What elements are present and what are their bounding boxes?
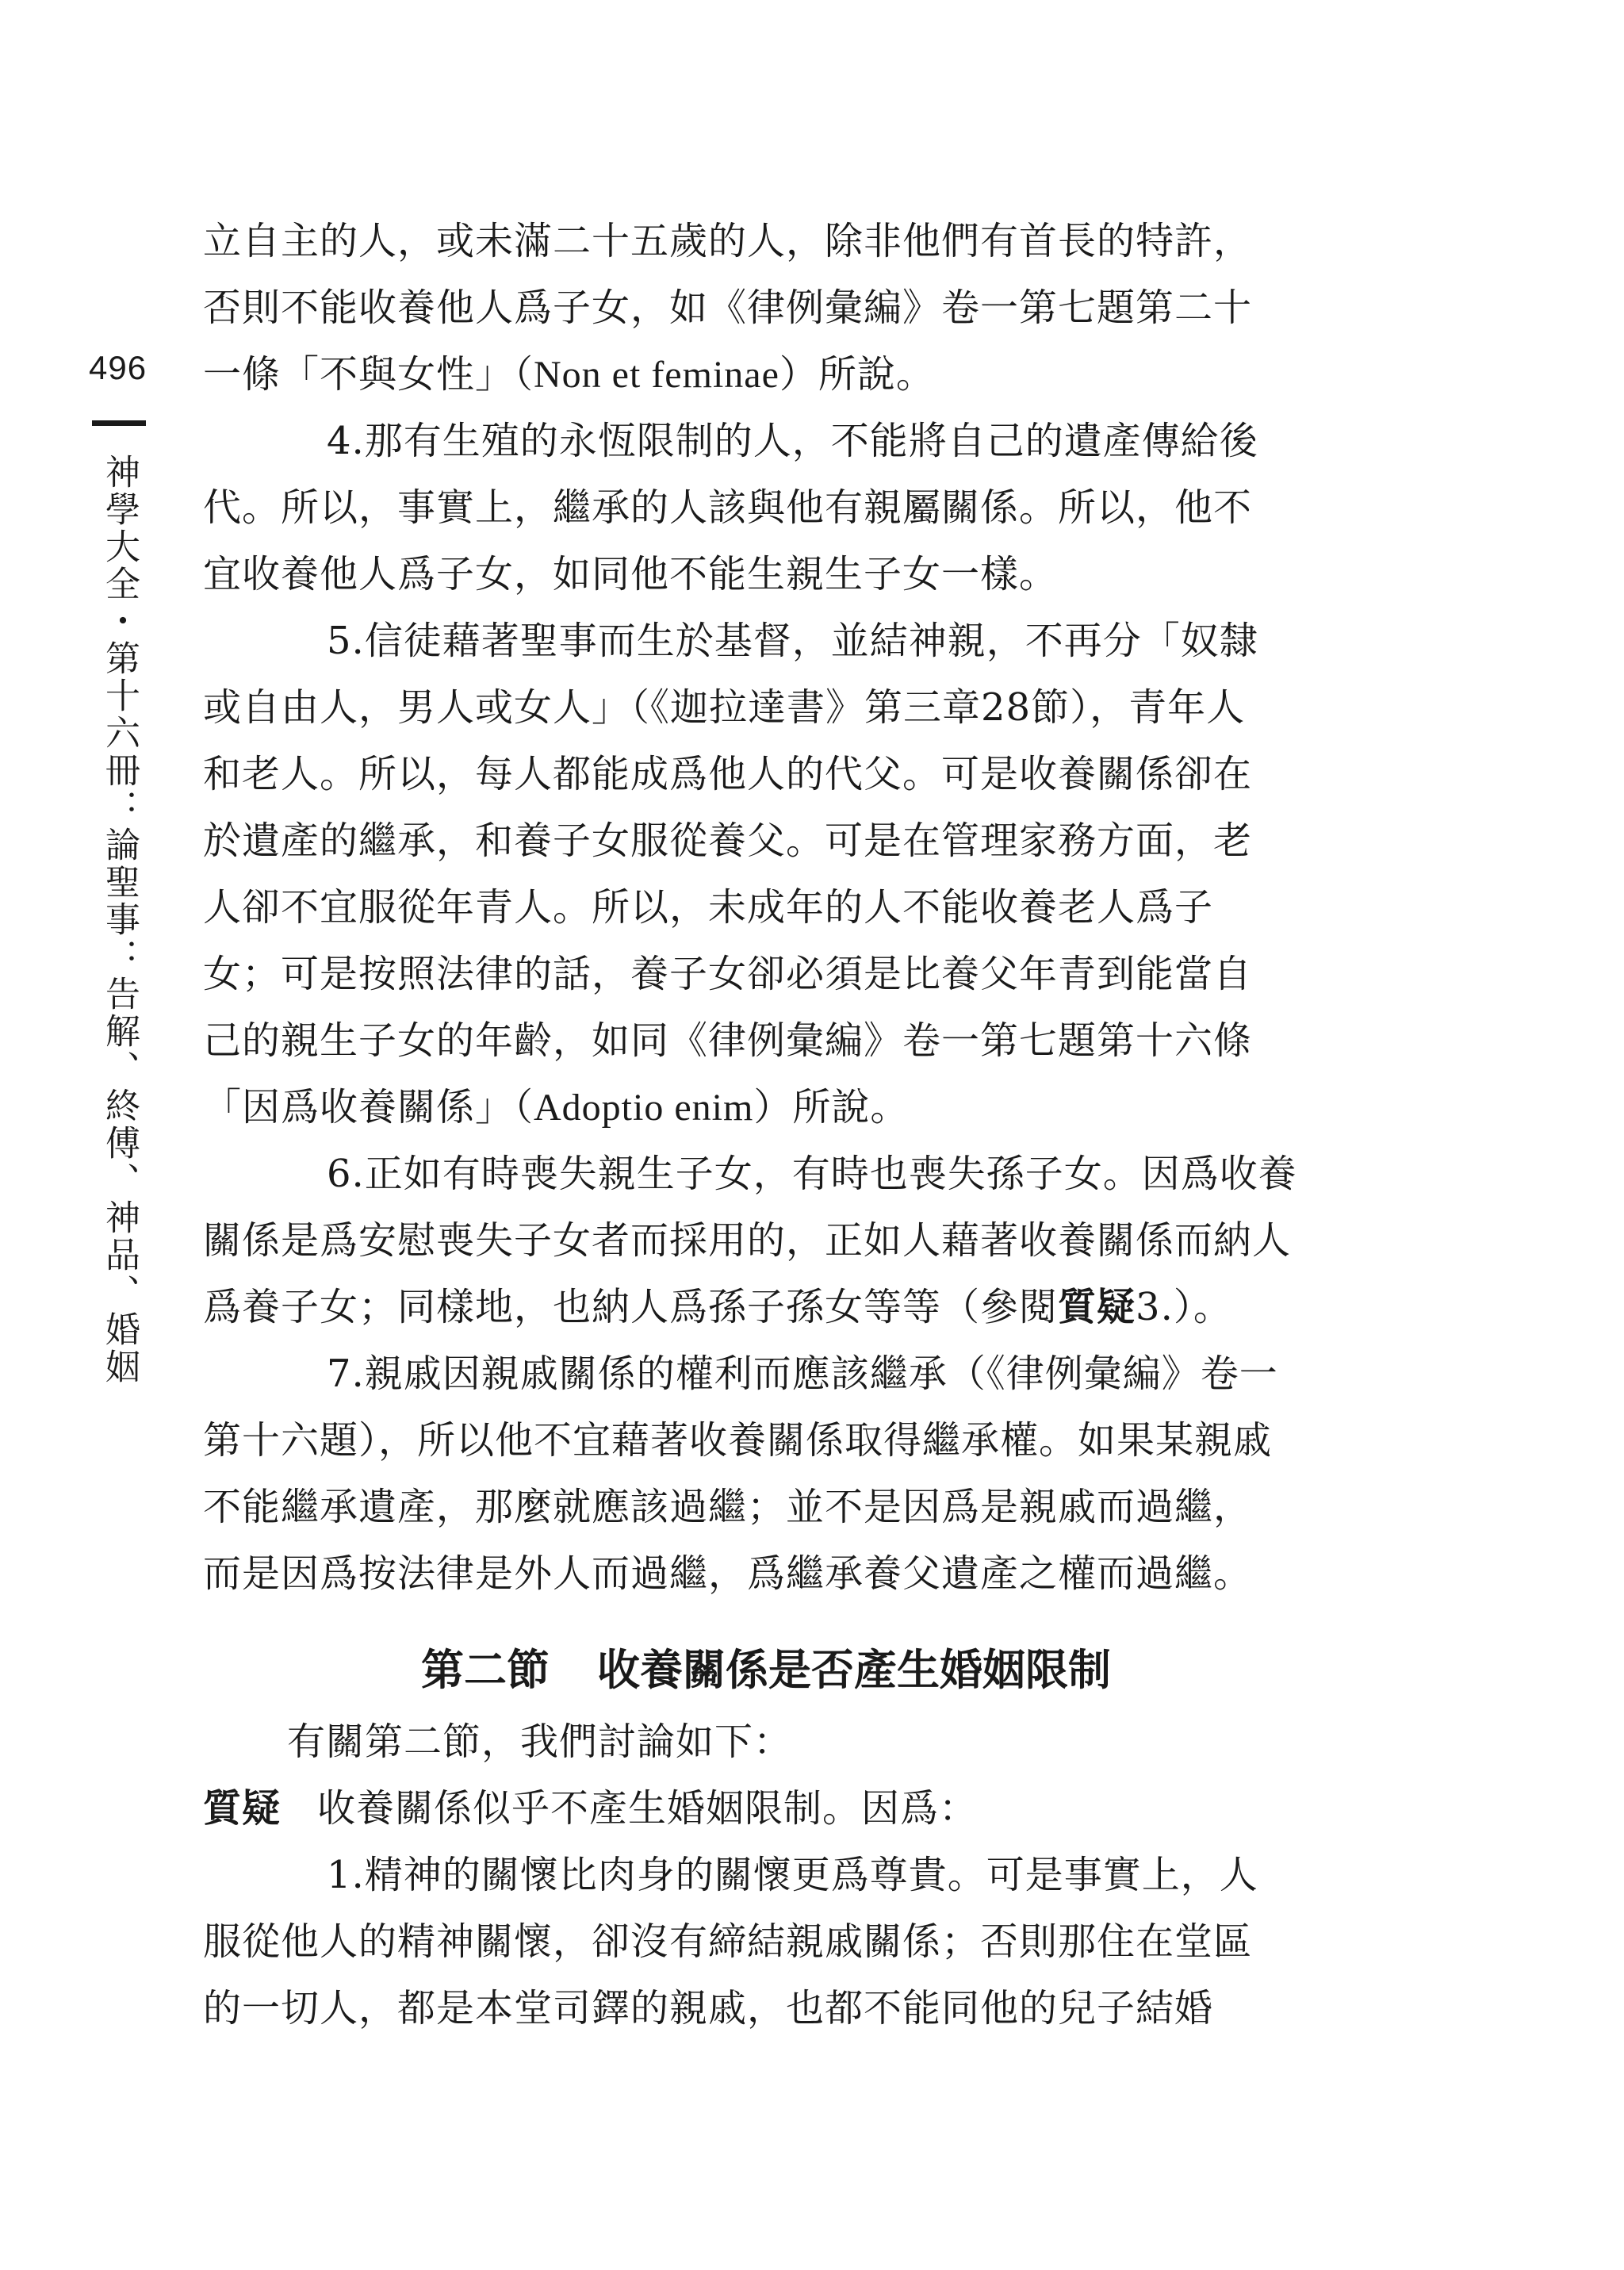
question-line [203,1775,1329,1842]
text-line [203,1074,1329,1141]
text-line: 或自由人，男人或女人」（《迦拉達書》第三章28節），青年人 [203,685,1246,730]
text-fragment: 爲養子女；同樣地，也納人爲孫子孫女等等（參閱 [203,1285,1059,1329]
text-fragment: ）所說。 [753,1085,910,1129]
section-heading [203,1607,1329,1708]
question-label: 質疑 [203,1786,282,1831]
text-line: 女；可是按照法律的話，養子女卻必須是比養父年青到能當自 [203,952,1253,996]
text-line: 己的親生子女的年齡，如同《律例彙編》卷一第七題第十六條 [203,1018,1253,1063]
side-rule [92,420,146,426]
page-number: 496 [89,349,147,386]
text-fragment: 「因爲收養關係」（ [203,1085,534,1129]
text-line: 而是因爲按法律是外人而過繼，爲繼承養父遺產之權而過繼。 [203,1551,1253,1596]
text-line: 於遺產的繼承，和養子女服從養父。可是在管理家務方面，老 [203,819,1253,863]
latin-phrase: Non et feminae [534,354,779,396]
body-text [203,208,1329,2042]
paragraph-start: 6.正如有時喪失親生子女，有時也喪失孫子女。因爲收養 [327,1152,1297,1196]
text-line: 第十六題），所以他不宜藉著收養關係取得繼承權。如果某親戚 [203,1418,1273,1463]
section-title: 收養關係是否產生婚姻限制 [597,1645,1111,1695]
bold-term: 質疑 [1058,1285,1136,1329]
text-line [203,1274,1329,1340]
section-number: 第二節 [421,1645,550,1695]
paragraph-start: 5.信徒藉著聖事而生於基督，並結神親，不再分「奴隸 [327,619,1258,663]
text-line: 不能繼承遺產，那麼就應該過繼；並不是因爲是親戚而過繼， [203,1485,1253,1529]
text-line: 立自主的人，或未滿二十五歲的人，除非他們有首長的特許， [203,219,1253,263]
text-line: 的一切人，都是本堂司鐸的親戚，也都不能同他的兒子結婚 [203,1986,1214,2030]
text-line: 否則不能收養他人爲子女，如《律例彙編》卷一第七題第二十 [203,286,1253,330]
text-line: 宜收養他人爲子女，如同他不能生親生子女一樣。 [203,552,1059,596]
text-line: 代。所以，事實上，繼承的人該與他有親屬關係。所以，他不 [203,485,1253,530]
text-fragment: ）所說。 [779,352,935,397]
text-fragment: 一條「不與女性」（ [203,352,534,397]
text-line [203,341,1329,408]
text-fragment: 3.）。 [1136,1285,1232,1329]
text-line: 服從他人的精神關懷，卻沒有締結親戚關係；否則那住在堂區 [203,1919,1253,1964]
running-head: 神學大全・第十六冊：論聖事：告解、終傅、神品、婚姻 [99,454,140,1386]
latin-phrase: Adoptio enim [534,1087,754,1129]
text-line: 人卻不宜服從年青人。所以，未成年的人不能收養老人爲子 [203,885,1214,930]
paragraph-start: 4.那有生殖的永恆限制的人，不能將自己的遺產傳給後 [327,419,1258,463]
text-line: 和老人。所以，每人都能成爲他人的代父。可是收養關係卻在 [203,752,1253,796]
paragraph-start: 7.親戚因親戚關係的權利而應該繼承（《律例彙編》卷一 [327,1352,1278,1396]
text-line: 關係是爲安慰喪失子女者而採用的，正如人藉著收養關係而納人 [203,1218,1292,1263]
question-text: 收養關係似乎不產生婚姻限制。因爲： [317,1786,979,1831]
paragraph-start: 1.精神的關懷比肉身的關懷更爲尊貴。可是事實上，人 [327,1853,1258,1897]
section-intro: 有關第二節，我們討論如下： [287,1720,793,1764]
